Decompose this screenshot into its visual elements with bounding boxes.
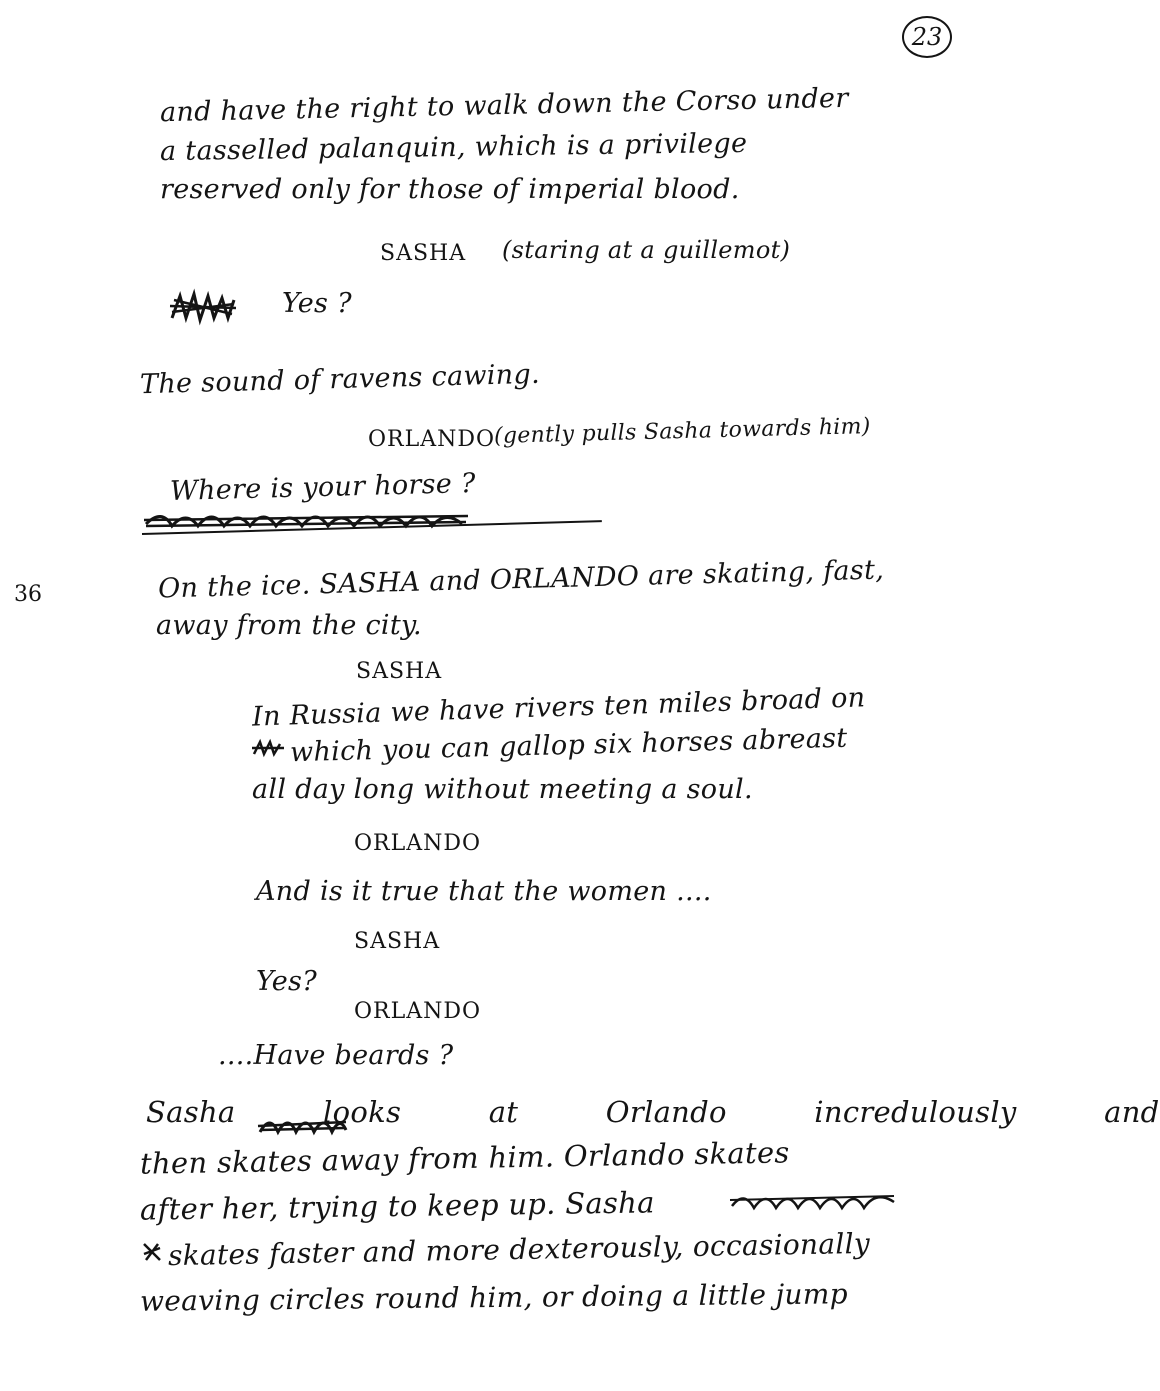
dialogue-line: which you can gallop six horses abreast [289,722,848,769]
character-name: SASHA [356,659,443,684]
dialogue-line: ....Have beards ? [218,1040,454,1071]
dialogue-line: Where is your horse ? [169,468,477,507]
stage-direction: weaving circles round him, or doing a little jump [139,1277,849,1318]
dialogue-line: Yes ? [282,288,352,319]
script-line: a tasselled palanquin, which is a privilege [159,127,748,168]
character-name: ORLANDO [368,427,496,452]
stage-direction: (gently pulls Sasha towards him) [493,414,871,449]
character-name: SASHA [354,929,441,954]
script-line: reserved only for those of imperial blood. [160,174,740,205]
stage-direction: (staring at a guillemot) [502,236,791,264]
stage-direction: On the ice. SASHA and ORLANDO are skating, fast, [157,554,885,605]
dialogue-line: Yes? [256,966,317,997]
stage-direction: away from the city. [156,610,422,641]
stage-direction: Sasha looks at Orlando incredulously and [146,1095,1160,1129]
character-name: ORLANDO [354,831,482,856]
crossed-out-scribble [252,738,284,760]
stage-direction: after her, trying to keep up. Sasha [139,1185,655,1227]
stage-direction: then skates away from him. Orlando skates [139,1135,790,1181]
dialogue-line: In Russia we have rivers ten miles broad on [251,682,866,733]
scene-number: 36 [14,582,42,607]
crossed-out-scribble [140,1240,164,1264]
character-name: SASHA [380,241,467,266]
script-line: and have the right to walk down the Corso under [159,82,849,129]
stage-direction: The sound of ravens cawing. [139,358,541,401]
dialogue-line: And is it true that the women .... [256,876,712,907]
dialogue-line: all day long without meeting a soul. [252,774,753,805]
crossed-out-scribble [728,1186,898,1216]
crossed-out-scribble [168,288,238,328]
character-name: ORLANDO [354,999,482,1024]
page-number: 23 [902,16,952,58]
stage-direction: skates faster and more dexterously, occasionally [167,1226,871,1273]
